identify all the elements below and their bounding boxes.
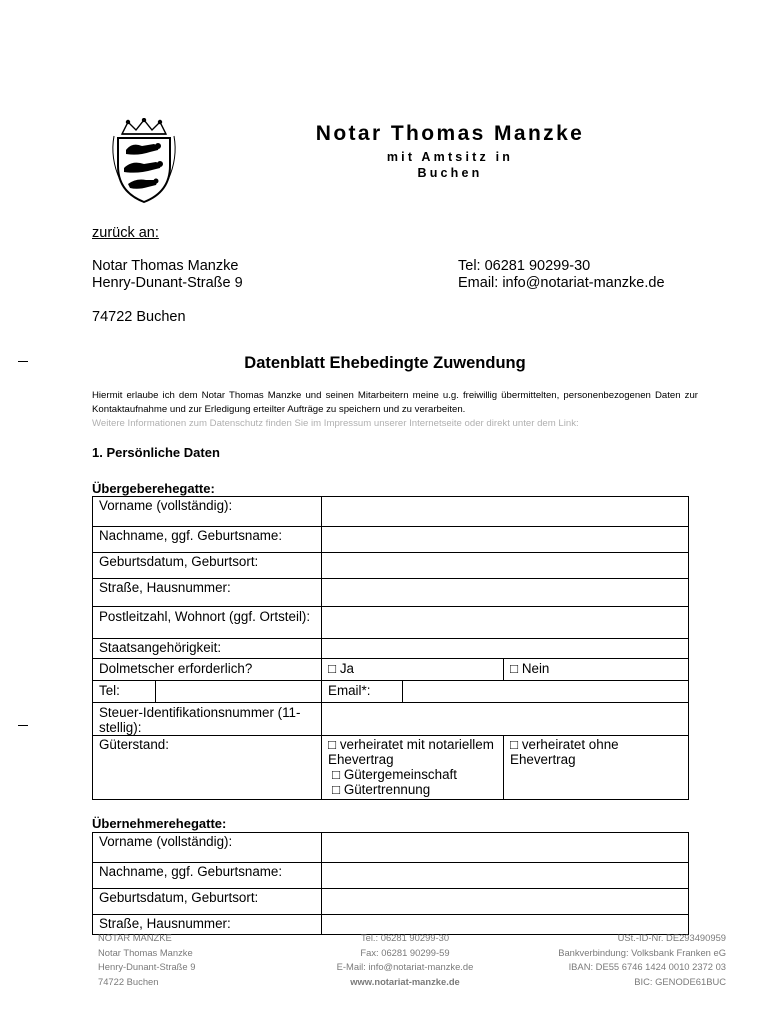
notary-location: Buchen [417, 166, 483, 180]
opt-married-contract-checkbox[interactable]: □ verheiratet mit notariellem Ehevertrag [328, 737, 494, 767]
giver-last-name-field[interactable] [322, 527, 689, 553]
giver-property-options [322, 736, 504, 800]
giver-email-label: Email*: [322, 681, 403, 703]
giver-table [92, 496, 689, 800]
giver-interpreter-label: Dolmetscher erforderlich? [93, 659, 322, 681]
notary-subtitle: mit Amtsitz in [386, 150, 514, 164]
return-address-label: zurück an: [92, 225, 159, 241]
receiver-first-name-field[interactable] [322, 833, 689, 863]
giver-tax-id-field[interactable] [322, 703, 689, 736]
opt-community-checkbox[interactable]: □ Gütergemeinschaft [332, 767, 457, 782]
giver-nationality-label: Staatsangehörigkeit: [93, 639, 322, 659]
giver-property-regime-label: Güterstand: [93, 736, 322, 800]
giver-tax-id-label: Steuer-Identifikationsnummer (11-stellig): [93, 703, 322, 736]
giver-first-name-label: Vorname (vollständig): [93, 497, 322, 527]
giver-first-name-field[interactable] [322, 497, 689, 527]
giver-street-field[interactable] [322, 579, 689, 607]
giver-interpreter-no-checkbox[interactable]: □ Nein [504, 659, 689, 681]
footer-bic: BIC: GENODE61BUC [634, 975, 726, 987]
footer-tel: Tel.: 06281 90299-30 [360, 932, 450, 943]
footer-fax: Fax: 06281 90299-59 [360, 946, 450, 958]
receiver-birth-label: Geburtsdatum, Geburtsort: [93, 889, 322, 915]
receiver-last-name-label: Nachname, ggf. Geburtsname: [93, 863, 322, 889]
notary-title: Notar Thomas Manzke [315, 122, 585, 145]
footer-right [520, 931, 726, 989]
giver-birth-field[interactable] [322, 553, 689, 579]
giver-tel-field[interactable] [156, 681, 322, 703]
footer-iban: IBAN: DE55 6746 1424 0010 2372 03 [568, 961, 726, 972]
giver-tel-label: Tel: [93, 681, 156, 703]
address-city: 74722 Buchen [92, 309, 186, 325]
footer-city: 74722 Buchen [98, 975, 159, 987]
footer-notary: Notar Thomas Manzke [98, 946, 193, 958]
giver-postal-label: Postleitzahl, Wohnort (ggf. Ortsteil): [93, 607, 322, 639]
opt-separation-checkbox[interactable]: □ Gütertrennung [332, 782, 431, 797]
receiver-first-name-label: Vorname (vollständig): [93, 833, 322, 863]
privacy-text: Weitere Informationen zum Datenschutz finden Sie im Impressum unserer Internetseite oder direkt unter dem Link: [92, 418, 579, 429]
giver-street-label: Straße, Hausnummer: [93, 579, 322, 607]
receiver-title: Übernehmerehegatte: [92, 816, 227, 831]
address-street: Henry-Dunant-Straße 9 [92, 275, 243, 291]
footer-website-link[interactable]: www.notariat-manzke.de [350, 975, 460, 987]
fold-mark-bottom [18, 725, 28, 726]
footer-office: NOTAR MANZKE [98, 932, 172, 943]
giver-email-field[interactable] [403, 681, 689, 703]
consent-text: Hiermit erlaube ich dem Notar Thomas Manzke und seinen Mitarbeitern meine u.g. freiwillig übermittelten, personenbezogenen Daten zur Kontaktaufnahme und zur Erledigung erteilter Aufträge zu speichern und zu verarbeiten. [92, 390, 698, 415]
footer-bank: Bankverbindung: Volksbank Franken eG [558, 946, 726, 958]
giver-nationality-field[interactable] [322, 639, 689, 659]
section-personal-data: 1. Persönliche Daten [92, 445, 220, 460]
address-name: Notar Thomas Manzke [92, 258, 239, 274]
footer-street: Henry-Dunant-Straße 9 [98, 961, 196, 972]
giver-last-name-label: Nachname, ggf. Geburtsname: [93, 527, 322, 553]
giver-title: Übergeberehegatte: [92, 481, 215, 496]
receiver-street-label: Straße, Hausnummer: [93, 915, 322, 935]
footer-left [98, 931, 288, 989]
document-heading: Datenblatt Ehebedingte Zuwendung [244, 354, 526, 372]
giver-birth-label: Geburtsdatum, Geburtsort: [93, 553, 322, 579]
coat-of-arms-logo [108, 118, 180, 204]
footer-email: E-Mail: info@notariat-manzke.de [336, 961, 474, 972]
receiver-table [92, 832, 689, 935]
receiver-last-name-field[interactable] [322, 863, 689, 889]
address-email: Email: info@notariat-manzke.de [458, 275, 665, 291]
receiver-birth-field[interactable] [322, 889, 689, 915]
giver-postal-field[interactable] [322, 607, 689, 639]
opt-no-contract-checkbox[interactable]: □ verheiratet ohne Ehevertrag [504, 736, 689, 800]
address-tel: Tel: 06281 90299-30 [458, 258, 591, 274]
giver-interpreter-yes-checkbox[interactable]: □ Ja [322, 659, 504, 681]
footer-middle [310, 931, 500, 989]
footer-vat-id: USt.-ID-Nr. DE293490959 [617, 932, 726, 943]
